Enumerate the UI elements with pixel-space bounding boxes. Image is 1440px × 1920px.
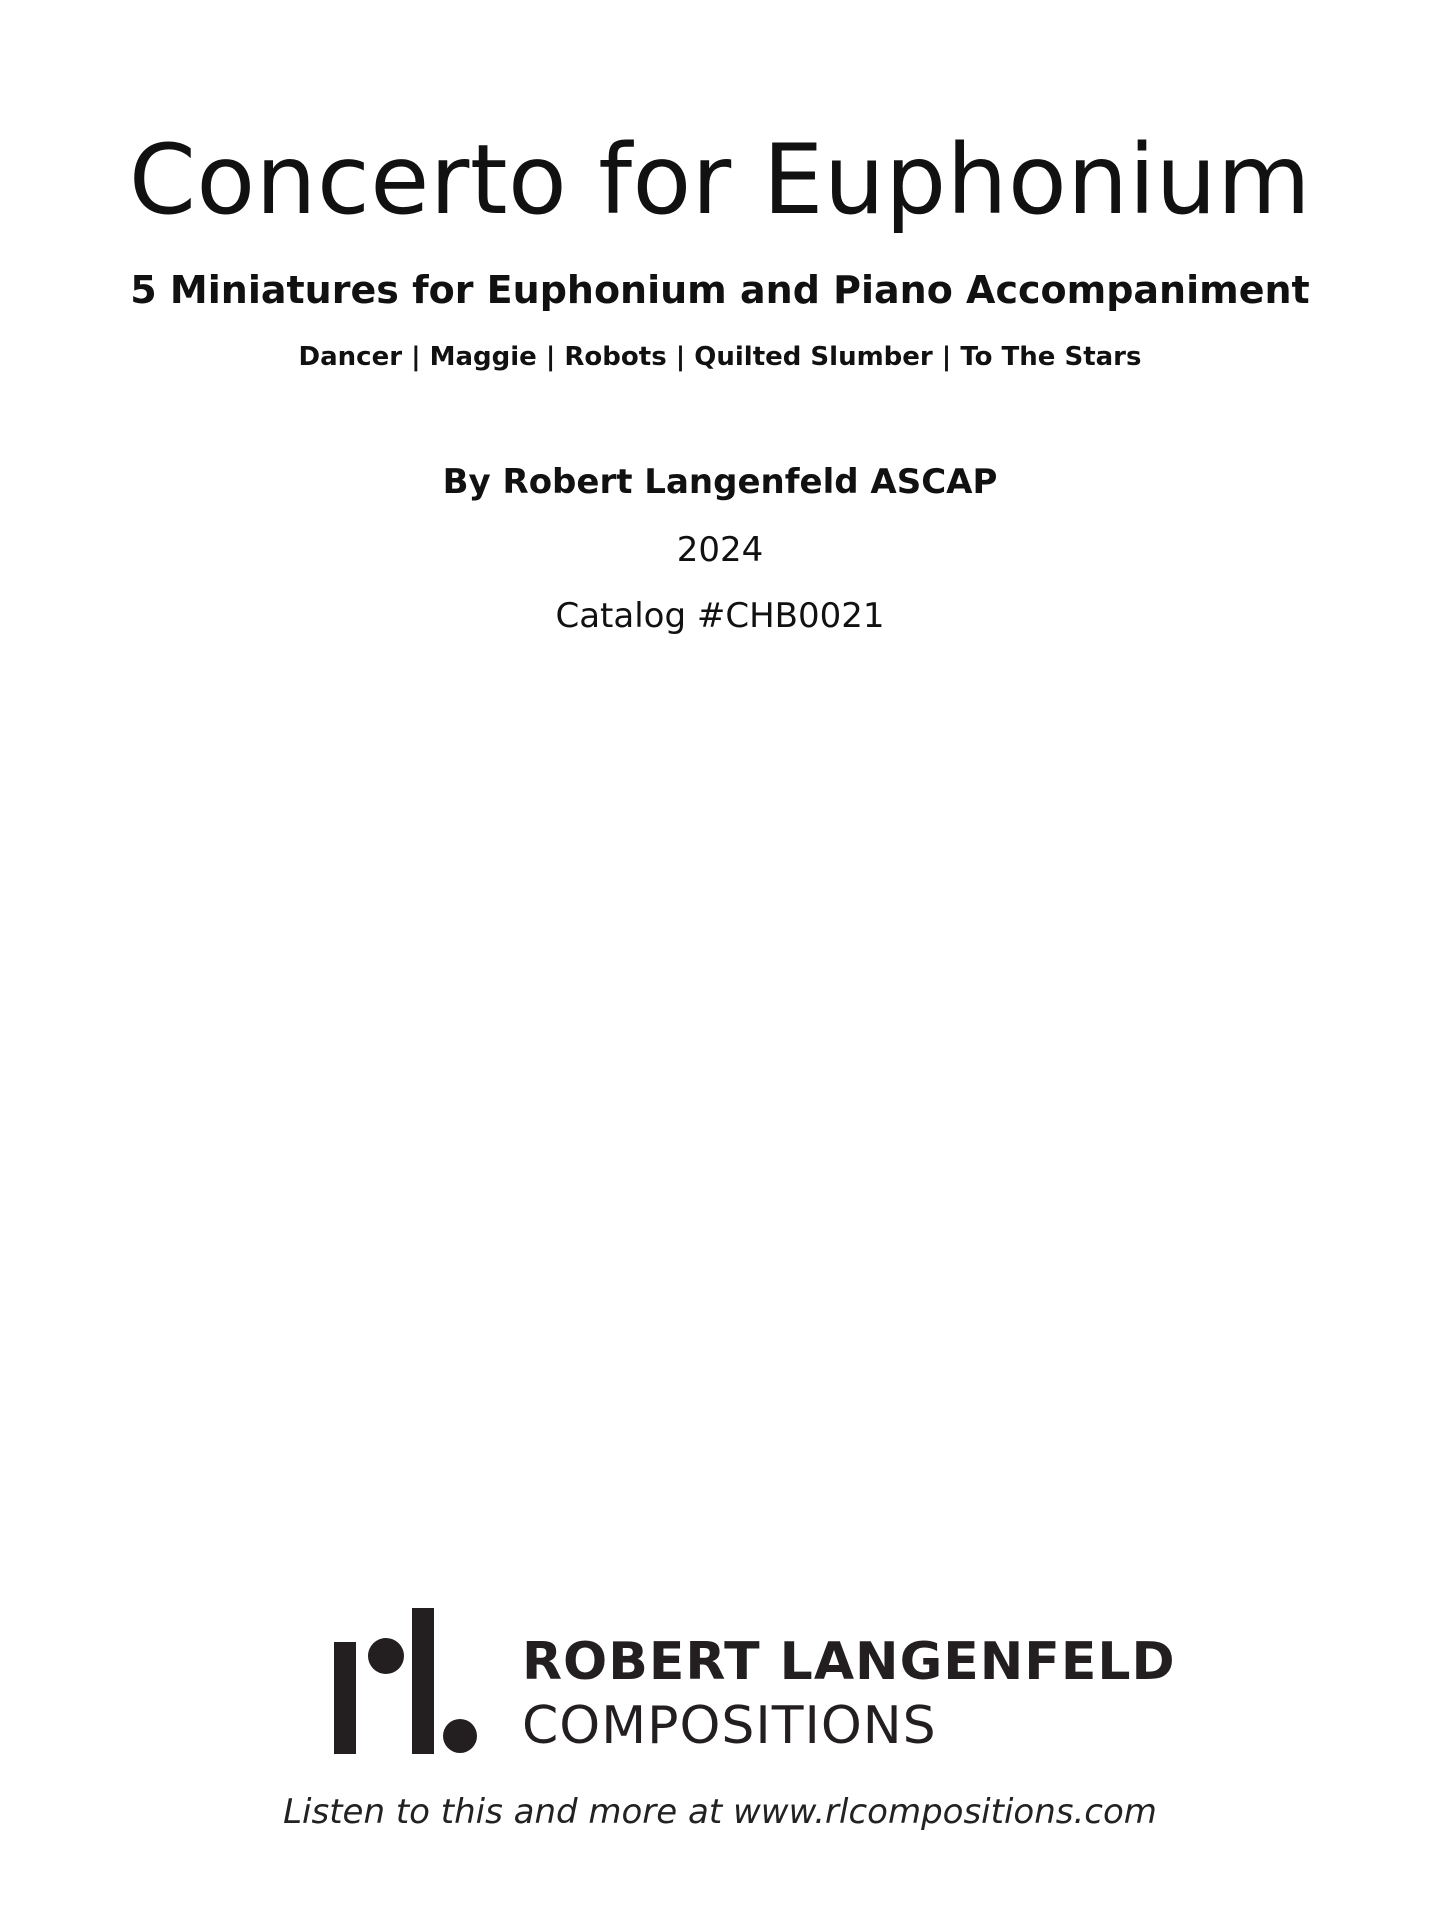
footer-website-note: Listen to this and more at www.rlcompositions.com: [283, 1792, 1157, 1832]
brand-name: ROBERT LANGENFELD: [522, 1632, 1176, 1692]
logo-period-dot: [443, 1719, 477, 1753]
logo-r-stem: [334, 1642, 356, 1754]
catalog-number: Catalog #CHB0021: [555, 596, 885, 636]
composer-credit: By Robert Langenfeld ASCAP: [442, 462, 998, 502]
rl-monogram-icon: [330, 1608, 480, 1756]
movement-list: Dancer | Maggie | Robots | Quilted Slumber | To The Stars: [298, 342, 1142, 372]
logo-l-stem: [412, 1608, 434, 1754]
page-title: Concerto for Euphonium: [128, 124, 1312, 236]
subtitle: 5 Miniatures for Euphonium and Piano Accompaniment: [130, 268, 1310, 312]
year: 2024: [676, 530, 764, 570]
brand-subtitle: COMPOSITIONS: [522, 1696, 937, 1756]
logo-r-dot: [368, 1638, 404, 1674]
